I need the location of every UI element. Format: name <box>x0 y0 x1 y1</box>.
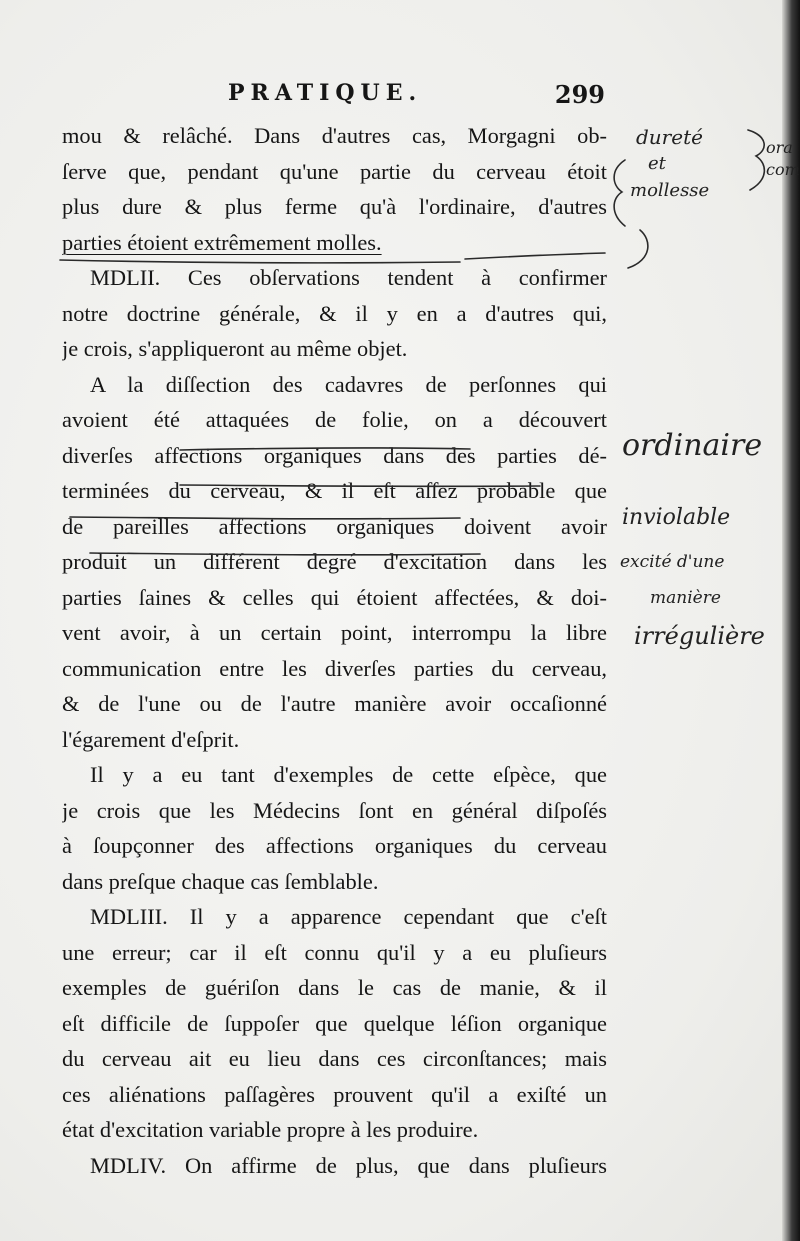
margin-note: excité d'une <box>620 552 725 572</box>
margin-note: inviolable <box>622 505 731 530</box>
text-line: diverſes affections organiques dans des parties dé- <box>62 442 607 468</box>
paragraph-MDLIV: MDLIV. On affirme de plus, que dans pluſieurs <box>90 1152 607 1178</box>
text-line: exemples de guériſon dans le cas de manie, & il <box>62 975 607 1000</box>
paragraph-MDLII: MDLII. Ces obſervations tendent à confirmer <box>90 265 607 290</box>
text-line: notre doctrine générale, & il y en a d'autres qui, <box>62 300 607 326</box>
text-line: & de l'une ou de l'autre manière avoir occaſionné <box>62 691 607 716</box>
text-line: je crois que les Médecins ſont en général diſpoſés <box>62 797 607 823</box>
text-line: je crois, s'appliqueront au même objet. <box>62 336 408 361</box>
text-line: une erreur; car il eſt connu qu'il y a eu pluſieurs <box>62 939 607 965</box>
text-line: plus dure & plus ferme qu'à l'ordinaire, d'autres <box>62 194 607 219</box>
margin-note: ordinaire <box>622 428 763 463</box>
text-line: eſt difficile de ſuppoſer que quelque léſion organique <box>62 1010 607 1036</box>
page-number: 299 <box>554 80 605 109</box>
text-line: avoient été attaquées de folie, on a découvert <box>62 407 607 432</box>
page-edge-shadow <box>782 0 800 1241</box>
text-line: terminées du cerveau, & il eſt aſſez probable que <box>62 478 607 503</box>
text-line: ſerve que, pendant qu'une partie du cerveau étoit <box>62 158 607 184</box>
margin-note: com <box>766 160 800 179</box>
text-line: à ſoupçonner des affections organiques du cerveau <box>62 833 607 858</box>
text-line: du cerveau ait eu lieu dans ces circonſtances; mais <box>62 1046 607 1071</box>
text-line: Il y a eu tant d'exemples de cette eſpèce, que <box>90 762 607 787</box>
running-title: PRATIQUE. <box>228 80 423 106</box>
text-line: parties ſaines & celles qui étoient affectées, & doi- <box>62 584 607 610</box>
margin-note: ora <box>766 138 793 157</box>
text-line: état d'excitation variable propre à les produire. <box>62 1117 479 1142</box>
text-line: l'égarement d'eſprit. <box>62 726 240 752</box>
margin-note: manière <box>650 588 721 608</box>
margin-note: irrégulière <box>634 622 765 650</box>
paragraph-MDLIII: MDLIII. Il y a apparence cependant que c'eſt <box>90 904 607 929</box>
text-line <box>62 225 607 261</box>
text-line: vent avoir, à un certain point, interrompu la libre <box>62 620 607 645</box>
text-line: communication entre les diverſes parties du cerveau, <box>62 655 607 681</box>
body-text <box>62 118 607 1183</box>
margin-note: et <box>648 153 666 174</box>
underlined-passage: parties étoient extrêmement molles. <box>62 229 382 255</box>
page-header <box>60 80 605 120</box>
text-line: mou & relâché. Dans d'autres cas, Morgagni ob- <box>62 123 607 148</box>
text-line: ces aliénations paſſagères prouvent qu'il a exiſté un <box>62 1081 607 1107</box>
margin-note: dureté <box>636 125 703 149</box>
margin-note: mollesse <box>630 180 710 201</box>
text-line: dans preſque chaque cas ſemblable. <box>62 868 379 894</box>
text-line: produit un différent degré d'excitation dans les <box>62 549 607 574</box>
text-line: de pareilles affections organiques doivent avoir <box>62 513 607 539</box>
text-line: A la diſſection des cadavres de perſonnes qui <box>90 371 607 397</box>
